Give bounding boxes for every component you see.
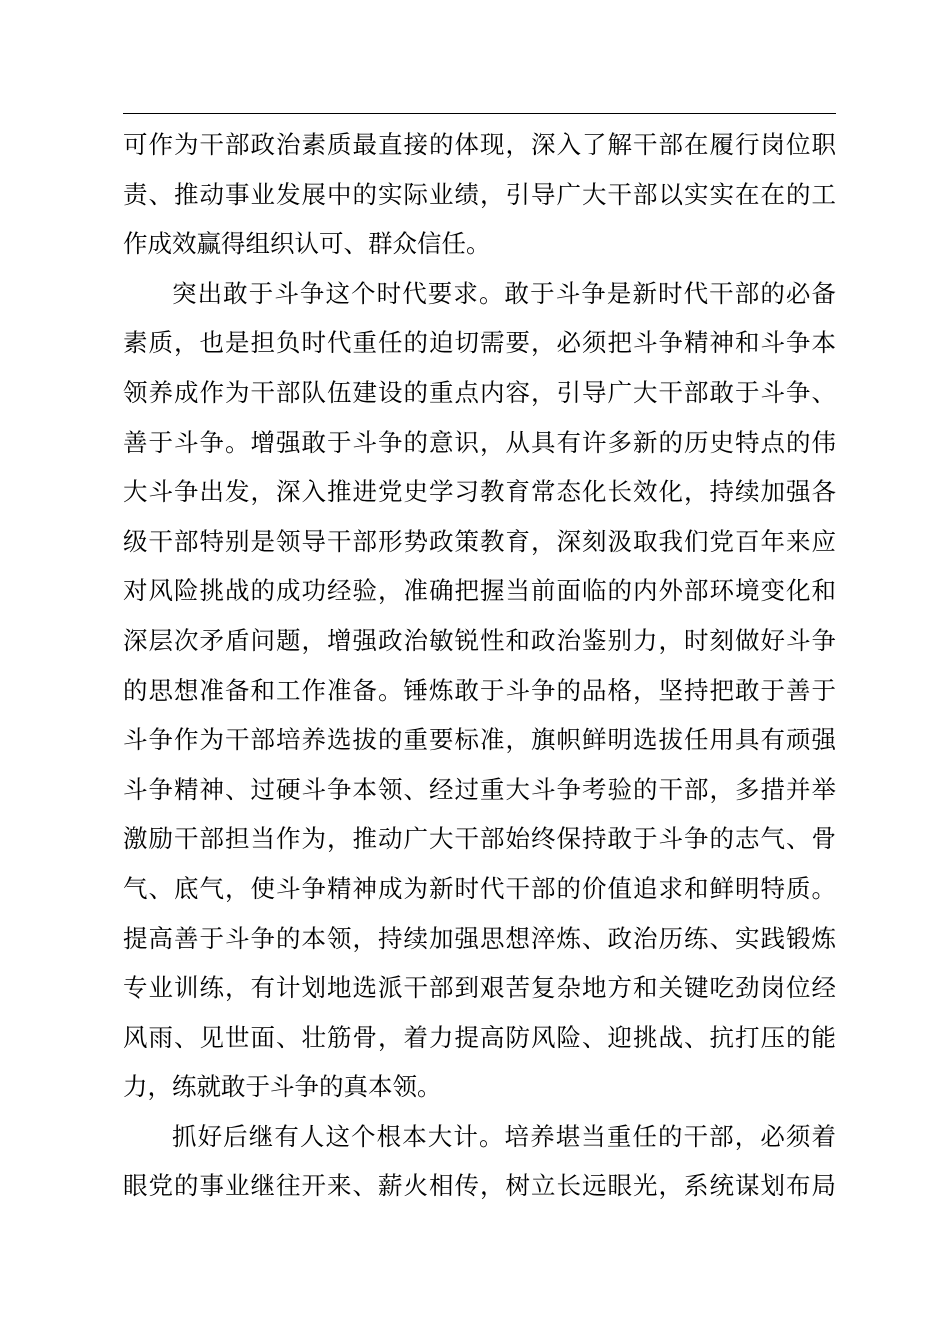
text-line: 眼党的事业继往开来、薪火相传，树立长远眼光，系统谋划布局 xyxy=(123,1171,836,1201)
text-line: 斗争作为干部培养选拔的重要标准，旗帜鲜明选拔任用具有顽强 xyxy=(123,725,836,755)
text-line: 善于斗争。增强敢于斗争的意识，从具有许多新的历史特点的伟 xyxy=(123,427,836,457)
text-line: 抓好后继有人这个根本大计。培养堪当重任的干部，必须着 xyxy=(172,1121,836,1151)
text-line: 作成效赢得组织认可、群众信任。 xyxy=(123,229,491,259)
text-line: 大斗争出发，深入推进党史学习教育常态化长效化，持续加强各 xyxy=(123,477,836,507)
text-line: 对风险挑战的成功经验，准确把握当前面临的内外部环境变化和 xyxy=(123,576,836,606)
text-line: 责、推动事业发展中的实际业绩，引导广大干部以实实在在的工 xyxy=(123,179,836,209)
text-line: 气、底气，使斗争精神成为新时代干部的价值追求和鲜明特质。 xyxy=(123,873,836,903)
text-line: 专业训练，有计划地选派干部到艰苦复杂地方和关键吃劲岗位经 xyxy=(123,973,836,1003)
paragraph-1 xyxy=(123,120,836,269)
text-line: 深层次矛盾问题，增强政治敏锐性和政治鉴别力，时刻做好斗争 xyxy=(123,625,836,655)
body-text xyxy=(123,120,836,1211)
text-line: 提高善于斗争的本领，持续加强思想淬炼、政治历练、实践锻炼 xyxy=(123,923,836,953)
text-line: 级干部特别是领导干部形势政策教育，深刻汲取我们党百年来应 xyxy=(123,526,836,556)
text-line: 的思想准备和工作准备。锤炼敢于斗争的品格，坚持把敢于善于 xyxy=(123,675,836,705)
text-line: 领养成作为干部队伍建设的重点内容，引导广大干部敢于斗争、 xyxy=(123,377,836,407)
text-line: 激励干部担当作为，推动广大干部始终保持敢于斗争的志气、骨 xyxy=(123,824,836,854)
text-line: 突出敢于斗争这个时代要求。敢于斗争是新时代干部的必备 xyxy=(172,278,836,308)
text-line: 风雨、见世面、壮筋骨，着力提高防风险、迎挑战、抗打压的能 xyxy=(123,1022,836,1052)
text-line: 斗争精神、过硬斗争本领、经过重大斗争考验的干部，多措并举 xyxy=(123,774,836,804)
text-line: 力，练就敢于斗争的真本领。 xyxy=(123,1072,442,1102)
paragraph-3 xyxy=(123,1112,836,1211)
paragraph-2 xyxy=(123,269,836,1112)
text-line: 素质，也是担负时代重任的迫切需要，必须把斗争精神和斗争本 xyxy=(123,328,836,358)
header-rule xyxy=(123,113,836,114)
text-line: 可作为干部政治素质最直接的体现，深入了解干部在履行岗位职 xyxy=(123,130,836,159)
